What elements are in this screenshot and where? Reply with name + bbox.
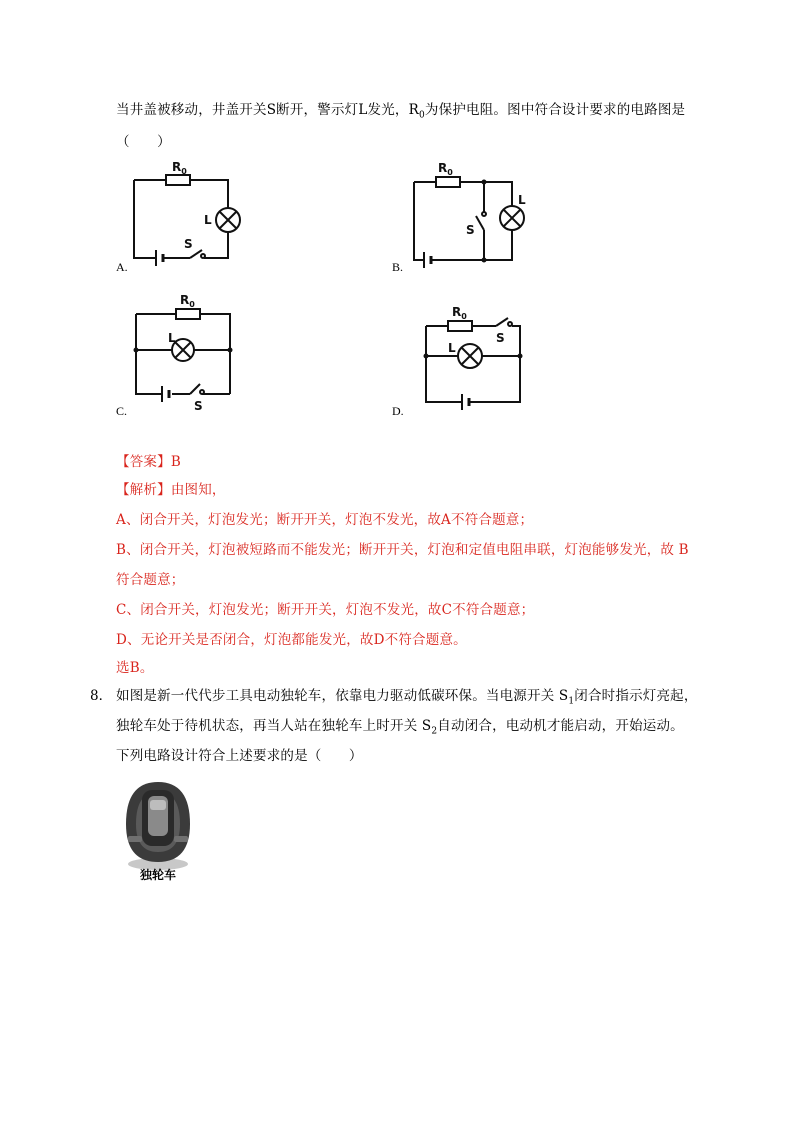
option-b-label: B. xyxy=(392,260,404,274)
analysis-c: C、闭合开关，灯泡发光；断开开关，灯泡不发光，故C不符合题意； xyxy=(116,602,535,618)
svg-text:S: S xyxy=(194,399,203,413)
svg-text:R0: $R_0$ xyxy=(452,305,467,321)
answer-line: 【答案】B xyxy=(116,454,181,470)
q8-line3: 下列电路设计符合上述要求的是（ ） xyxy=(116,748,363,764)
lamp-label: L xyxy=(204,213,212,227)
q8-line2: 独轮车处于待机状态，再当人站在独轮车上时开关 $S_2$自动闭合，电动机才能启动，开始运动。 xyxy=(116,718,684,737)
q8-line1: 如图是新一代代步工具电动独轮车，依靠电力驱动低碳环保。当电源开关 $S_1$闭合时指示灯亮起， xyxy=(116,688,698,707)
option-a-label: A. xyxy=(116,260,128,274)
circuit-diagram-b xyxy=(412,160,532,270)
q8-number: 8． xyxy=(90,688,113,704)
resistor-label: R xyxy=(172,160,182,174)
svg-text:R0: $R_0$ xyxy=(180,293,195,309)
circuit-diagram-d xyxy=(424,298,534,408)
analysis-a: A、闭合开关，灯泡发光；断开开关，灯泡不发光，故A不符合题意； xyxy=(116,512,534,528)
svg-text:L: L xyxy=(448,341,456,355)
analysis-d: D、无论开关是否闭合，灯泡都能发光，故D不符合题意。 xyxy=(116,632,467,648)
analysis-b-cont: 符合题意； xyxy=(116,572,185,588)
option-d-label: D. xyxy=(392,404,404,418)
svg-text:S: S xyxy=(496,331,505,345)
svg-text:L: L xyxy=(168,331,176,345)
option-c-label: C. xyxy=(116,404,128,418)
svg-text:S: S xyxy=(466,223,475,237)
svg-text:R0: $R_0$ xyxy=(438,161,453,177)
unicycle-image xyxy=(120,776,196,888)
q7-stem-line2: （ ） xyxy=(116,134,171,150)
analysis-b: B、闭合开关，灯泡被短路而不能发光；断开开关，灯泡和定值电阻串联，灯泡能够发光，故 B xyxy=(116,542,689,558)
conclusion: 选B。 xyxy=(116,660,154,676)
svg-text:L: L xyxy=(518,193,526,207)
circuit-diagram-c xyxy=(132,292,242,412)
svg-text:R0: $R_0$ xyxy=(172,160,187,176)
q7-stem-line1: 当井盖被移动，井盖开关S断开，警示灯L发光，$R_0$为保护电阻。图中符合设计要求的电路图是 xyxy=(116,102,686,121)
circuit-diagram-a xyxy=(132,160,242,270)
analysis-line: 【解析】由图知， xyxy=(116,482,226,498)
switch-label: S xyxy=(184,237,193,251)
unicycle-caption: 独轮车 xyxy=(139,868,176,882)
